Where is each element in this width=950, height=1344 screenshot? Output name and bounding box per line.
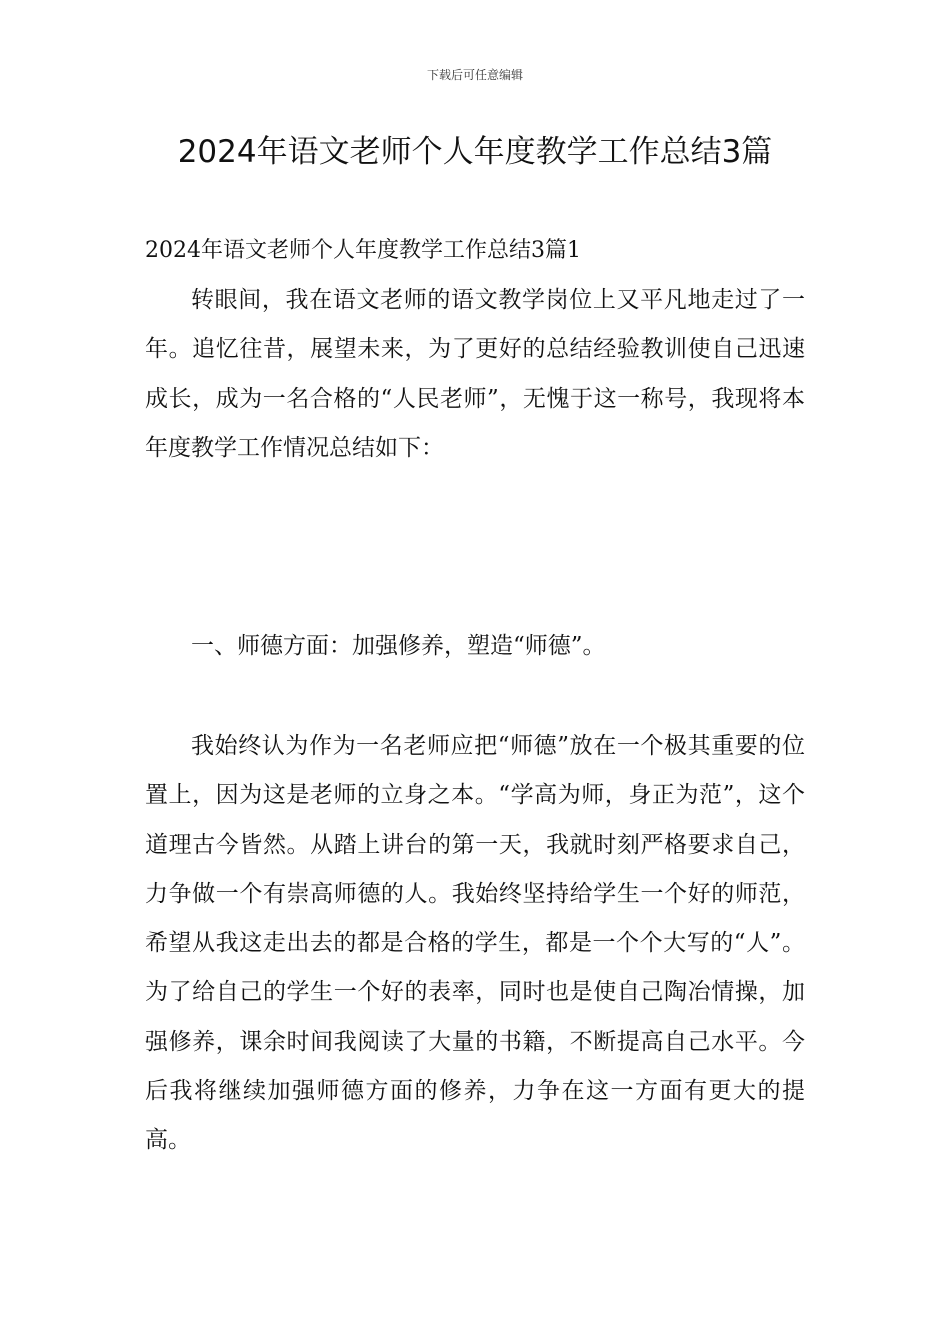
ethics-body-paragraph: 我始终认为作为一名老师应把“师德”放在一个极其重要的位置上，因为这是老师的立身之本。“学高为师，身正为范”，这个道理古今皆然。从踏上讲台的第一天，我就时刻严格要求自己，力争做一个有崇高师德的人。我始终坚持给学生一个好的师范，希望从我这走出去的都是合格的学生，都是一个个大写的“人”。为了给自己的学生一个好的表率，同时也是使自己陶冶情操，加强修养，课余时间我阅读了大量的书籍，不断提高自己水平。今后我将继续加强师德方面的修养，力争在这一方面有更大的提高。 [145, 733, 805, 1154]
document-title: 2024年语文老师个人年度教学工作总结3篇 [177, 134, 773, 170]
intro-paragraph: 转眼间，我在语文老师的语文教学岗位上又平凡地走过了一年。追忆往昔，展望未来，为了更好的总结经验教训使自己迅速成长，成为一名合格的“人民老师”，无愧于这一称号，我现将本年度教学工作情况总结如下： [145, 287, 805, 461]
header-note: 下载后可任意编辑 [426, 68, 523, 82]
section-heading-ethics: 一、师德方面：加强修养，塑造“师德”。 [191, 633, 606, 659]
section-subtitle: 2024年语文老师个人年度教学工作总结3篇1 [145, 238, 581, 263]
